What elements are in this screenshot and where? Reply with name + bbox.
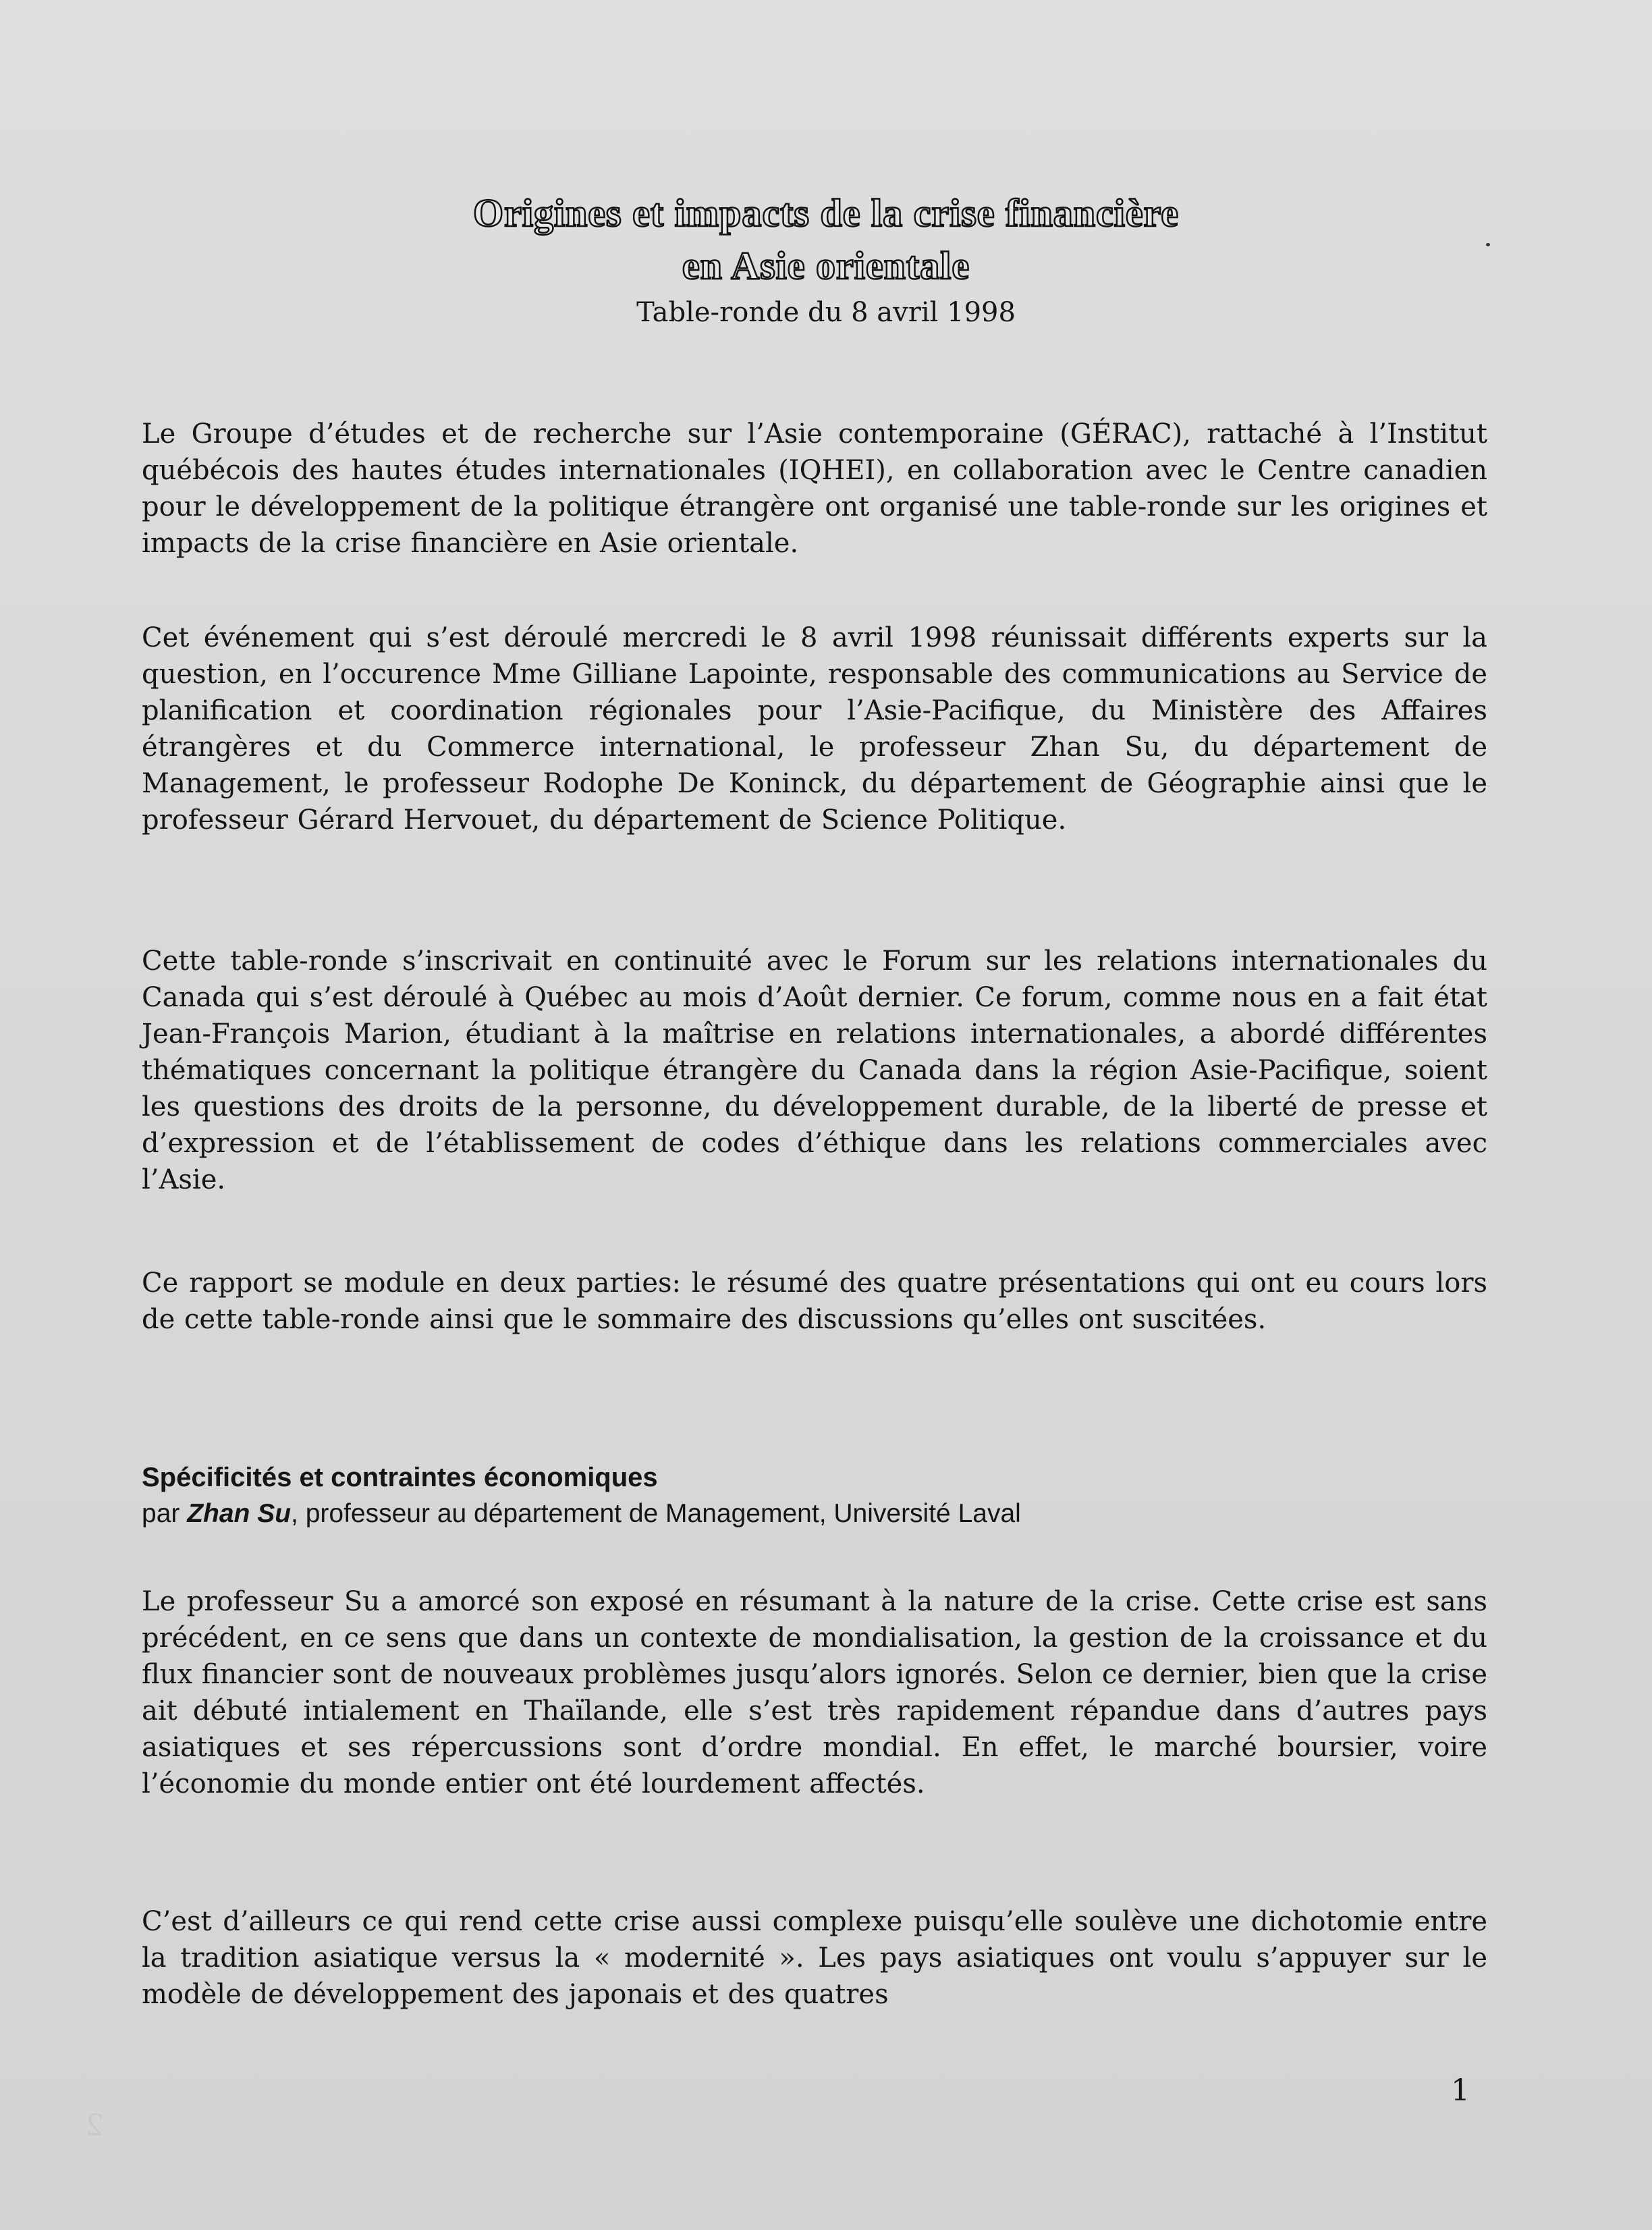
section-heading: Spécificités et contraintes économiques: [142, 1463, 658, 1492]
section-paragraph-2: [142, 1903, 1487, 2013]
section-paragraph-1: [142, 1583, 1487, 1802]
author-affiliation: , professeur au département de Management, Université Laval: [291, 1499, 1021, 1528]
author-name: Zhan Su: [187, 1499, 292, 1528]
paragraph: Ce rapport se module en deux parties: le résumé des quatre présentations qui ont eu cours lors de cette table-ronde ainsi que le sommaire des discussions qu’elles ont suscitées.: [142, 1268, 1487, 1335]
bleed-through-page-number: 2: [85, 2109, 104, 2143]
paragraph: Le Groupe d’études et de recherche sur l’Asie contemporaine (GÉRAC), rattaché à l’Institut québécois des hautes études internationales (IQHEI), en collaboration avec le Centre canadien pour le développement de la politique étrangère ont organisé une table-ronde sur les origines et impacts de la crise financière en Asie orientale.: [142, 418, 1487, 559]
intro-paragraph-2: [142, 620, 1487, 838]
paragraph: Cet événement qui s’est déroulé mercredi le 8 avril 1998 réunissait différents experts sur la question, en l’occurence Mme Gilliane Lapointe, responsable des communications au Service de planification et coordination régionales pour l’Asie-Pacifique, du Ministère des Affaires étrangères et du Commerce international, le professeur Zhan Su, du département de Management, le professeur Rodophe De Koninck, du département de Géographie ainsi que le professeur Gérard Hervouet, du département de Science Politique.: [142, 622, 1487, 836]
document-title-line1: Origines et impacts de la crise financière: [472, 191, 1180, 235]
intro-paragraph-4: [142, 1265, 1487, 1338]
section-header: [142, 1459, 1487, 1532]
paragraph: Cette table-ronde s’inscrivait en continuité avec le Forum sur les relations internationales du Canada qui s’est déroulé à Québec au mois d’Août dernier. Ce forum, comme nous en a fait état Jean-François Marion, étudiant à la maîtrise en relations internationales, a abordé différentes thématiques concernant la politique étrangère du Canada dans la région Asie-Pacifique, soient les questions des droits de la personne, du développement durable, de la liberté de presse et d’expression et de l’établissement de codes d’éthique dans les relations commerciales avec l’Asie.: [142, 946, 1487, 1195]
intro-paragraph-3: [142, 943, 1487, 1198]
paragraph: Le professeur Su a amorcé son exposé en résumant à la nature de la crise. Cette crise est sans précédent, en ce sens que dans un contexte de mondialisation, la gestion de la croissance et du flux financier sont de nouveaux problèmes jusqu’alors ignorés. Selon ce dernier, bien que la crise ait débuté intialement en Thaïlande, elle s’est très rapidement répandue dans d’autres pays asiatiques et ses répercussions sont d’ordre mondial. En effet, le marché boursier, voire l’économie du monde entier ont été lourdement affectés.: [142, 1586, 1487, 1799]
document-title-line2: en Asie orientale: [682, 244, 970, 288]
intro-paragraph-1: [142, 416, 1487, 562]
document-subtitle: Table-ronde du 8 avril 1998: [636, 297, 1016, 328]
paragraph: C’est d’ailleurs ce qui rend cette crise aussi complexe puisqu’elle soulève une dichotomie entre la tradition asiatique versus la « modernité ». Les pays asiatiques ont voulu s’appuyer sur le modèle de développement des japonais et des quatres: [142, 1906, 1487, 2010]
author-prefix: par: [142, 1499, 188, 1528]
section-author: [142, 1496, 1487, 1532]
page-number: 1: [1451, 2073, 1470, 2108]
